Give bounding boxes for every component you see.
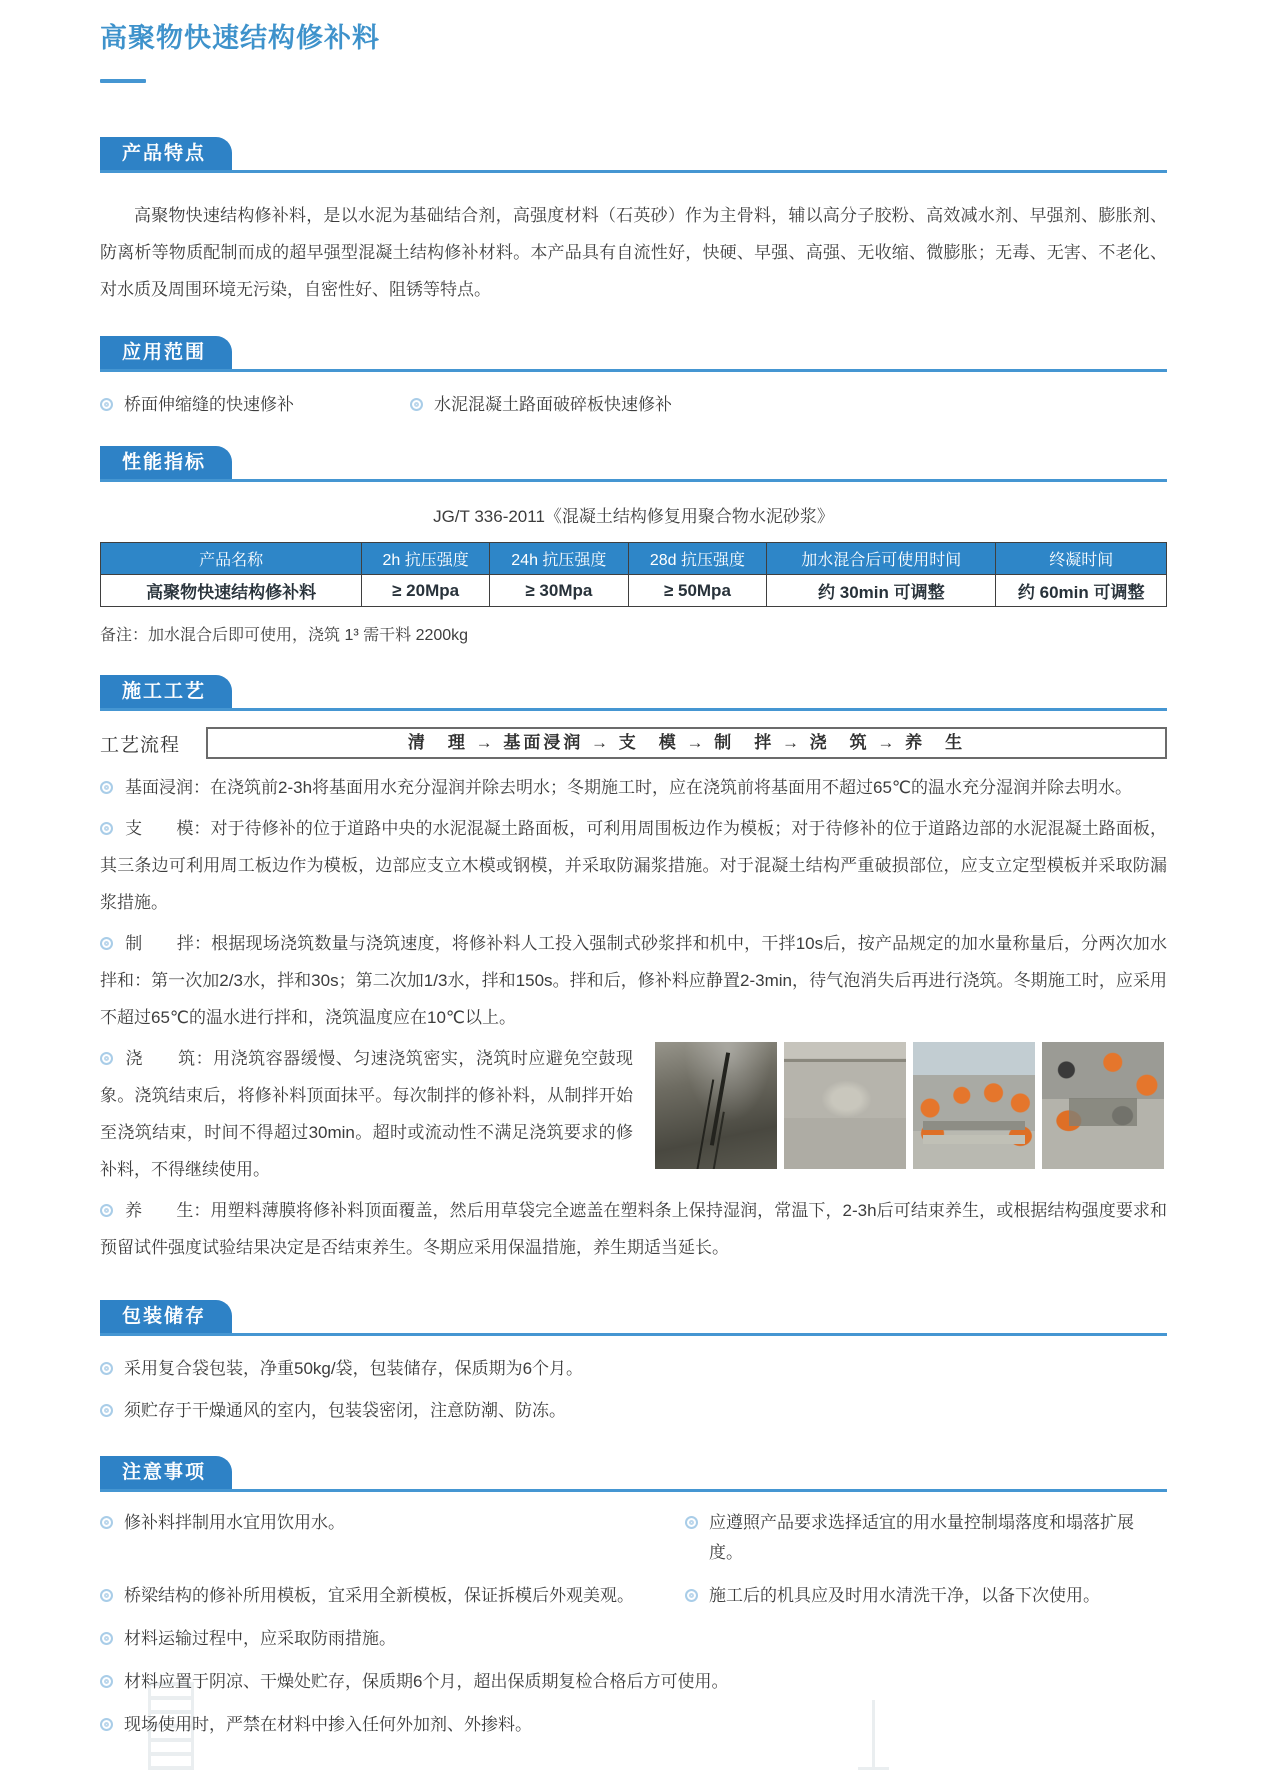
process-steps — [100, 769, 1167, 1266]
section-tab-storage: 包装储存 — [100, 1300, 232, 1333]
features-paragraph: 高聚物快速结构修补料，是以水泥为基础结合剂，高强度材料（石英砂）作为主骨料，辅以高分子胶粉、高效减水剂、早强剂、膨胀剂、防离析等物质配制而成的超早强型混凝土结构修补材料。本产品具有自流性好，快硬、早强、高强、无收缩、微膨胀；无毒、无害、不老化、对水质及周围环境无污染，自密性好、阻锈等特点。 — [100, 206, 1167, 299]
note-item — [685, 1581, 1167, 1611]
step-term: 浇 筑： — [125, 1049, 214, 1068]
table-cell: 高聚物快速结构修补料 — [101, 575, 362, 607]
ring-bullet-icon — [100, 1204, 113, 1217]
section-header-storage — [100, 1300, 1167, 1336]
ring-bullet-icon — [100, 1718, 113, 1731]
note-item-label: 应遵照产品要求选择适宜的用水量控制塌落度和塌落扩展度。 — [709, 1513, 1134, 1562]
note-item-label: 现场使用时，严禁在材料中掺入任何外加剂、外掺料。 — [124, 1715, 532, 1734]
note-item — [100, 1667, 1167, 1697]
table-cell: ≥ 50Mpa — [628, 575, 767, 607]
note-item — [100, 1710, 1167, 1740]
ring-bullet-icon — [100, 1404, 113, 1417]
ring-bullet-icon — [100, 822, 113, 835]
section-tab-notes: 注意事项 — [100, 1456, 232, 1489]
step-term: 支 模： — [125, 819, 211, 838]
note-item-label: 修补料拌制用水宜用饮用水。 — [124, 1513, 345, 1532]
note-item — [100, 1624, 1167, 1654]
ring-bullet-icon — [100, 1632, 113, 1645]
note-item — [100, 1508, 685, 1568]
ring-bullet-icon — [410, 398, 423, 411]
column-header: 24h 抗压强度 — [490, 543, 629, 575]
table-cell: 约 30min 可调整 — [767, 575, 996, 607]
concrete-surface-photo — [784, 1042, 906, 1169]
section-header-application — [100, 336, 1167, 372]
process-step — [100, 1192, 1167, 1266]
table-row — [101, 575, 1167, 607]
ring-bullet-icon — [100, 1675, 113, 1688]
note-item-label: 材料运输过程中，应采取防雨措施。 — [124, 1629, 396, 1648]
application-item — [410, 390, 1167, 420]
section-tab-process: 施工工艺 — [100, 675, 232, 708]
section-header-notes — [100, 1456, 1167, 1492]
note-item-label: 桥梁结构的修补所用模板，宜采用全新模板，保证拆模后外观美观。 — [124, 1586, 634, 1605]
ring-bullet-icon — [685, 1589, 698, 1602]
ring-bullet-icon — [100, 1589, 113, 1602]
process-step — [100, 925, 1167, 1036]
table-note: 备注：加水混合后即可使用，浇筑 1³ 需干料 2200kg — [100, 627, 469, 644]
datasheet-page — [0, 16, 1279, 1770]
section-tab-application: 应用范围 — [100, 336, 232, 369]
application-item — [100, 390, 410, 420]
step-term: 基面浸润： — [125, 778, 210, 797]
ring-bullet-icon — [100, 1052, 113, 1065]
table-cell: ≥ 30Mpa — [490, 575, 629, 607]
notes-row — [100, 1710, 1167, 1740]
note-item — [685, 1508, 1167, 1568]
column-header: 28d 抗压强度 — [628, 543, 767, 575]
patch-pouring-crew-photo — [1042, 1042, 1164, 1169]
section-header-process — [100, 675, 1167, 711]
section-header-performance — [100, 446, 1167, 482]
notes-row — [100, 1667, 1167, 1697]
step-text: 在浇筑前2-3h将基面用水充分湿润并除去明水；冬期施工时，应在浇筑前将基面用不超过65℃的温水充分湿润并除去明水。 — [210, 778, 1133, 797]
table-cell: ≥ 20Mpa — [362, 575, 490, 607]
section-tab-features: 产品特点 — [100, 137, 232, 170]
process-flow-row — [100, 727, 1167, 759]
ring-bullet-icon — [100, 937, 113, 950]
standard-caption: JG/T 336-2011《混凝土结构修复用聚合物水泥砂浆》 — [433, 507, 834, 526]
note-item — [100, 1581, 685, 1611]
application-list — [100, 390, 1167, 420]
application-item-label: 桥面伸缩缝的快速修补 — [124, 395, 294, 414]
page-content — [0, 16, 1279, 1770]
note-item-label: 施工后的机具应及时用水清洗干净，以备下次使用。 — [709, 1586, 1100, 1605]
page-title: 高聚物快速结构修补料 — [100, 23, 380, 53]
ring-bullet-icon — [100, 1362, 113, 1375]
section-header-features — [100, 137, 1167, 173]
performance-table — [100, 542, 1167, 607]
column-header: 2h 抗压强度 — [362, 543, 490, 575]
title-underline — [100, 79, 146, 83]
ring-bullet-icon — [100, 781, 113, 794]
application-item-label: 水泥混凝土路面破碎板快速修补 — [434, 395, 672, 414]
notes-row — [100, 1508, 1167, 1568]
table-header-row — [101, 543, 1167, 575]
column-header: 产品名称 — [101, 543, 362, 575]
ring-bullet-icon — [685, 1516, 698, 1529]
process-flow-box: 清 理 → 基面浸润 → 支 模 → 制 拌 → 浇 筑 → 养 生 — [206, 727, 1167, 759]
flow-label: 工艺流程 — [100, 734, 181, 756]
notes-row — [100, 1581, 1167, 1611]
step-text: 对于待修补的位于道路中央的水泥混凝土路面板，可利用周围板边作为模板；对于待修补的位于道路边部的水泥混凝土路面板，其三条边可利用周工板边作为模板，边部应支立木模或钢模，并采取防漏浆措施。对于混凝土结构严重破损部位，应支立定型模板并采取防漏浆措施。 — [100, 819, 1168, 912]
storage-item — [100, 1354, 1167, 1384]
storage-item-label: 须贮存于干燥通风的室内，包装袋密闭，注意防潮、防冻。 — [124, 1401, 566, 1420]
notes-list — [100, 1508, 1167, 1740]
storage-item-label: 采用复合袋包装，净重50kg/袋，包装储存，保质期为6个月。 — [124, 1359, 584, 1378]
column-header: 终凝时间 — [996, 543, 1167, 575]
process-step — [100, 769, 1167, 806]
road-repair-crew-photo — [913, 1042, 1035, 1169]
section-tab-performance: 性能指标 — [100, 446, 232, 479]
note-item-label: 材料应置于阴凉、干燥处贮存，保质期6个月，超出保质期复检合格后方可使用。 — [124, 1672, 729, 1691]
step-term: 养 生： — [125, 1201, 211, 1220]
process-step — [100, 810, 1167, 921]
notes-row — [100, 1624, 1167, 1654]
step-text: 根据现场浇筑数量与浇筑速度，将修补料人工投入强制式砂浆拌和机中，干拌10s后，按产品规定的加水量称量后，分两次加水拌和：第一次加2/3水，拌和30s；第二次加1/3水，拌和150s。拌和后，修补料应静置2-3min，待气泡消失后再进行浇筑。冬期施工时，应采用不超过65℃的温水进行拌和，浇筑温度应在10℃以上。 — [100, 934, 1167, 1027]
process-photo-strip — [655, 1042, 1167, 1169]
table-cell: 约 60min 可调整 — [996, 575, 1167, 607]
pavement-crack-photo — [655, 1042, 777, 1169]
step-text: 用浇筑容器缓慢、匀速浇筑密实，浇筑时应避免空鼓现象。浇筑结束后，将修补料顶面抹平。每次制拌的修补料，从制拌开始至浇筑结束，时间不得超过30min。超时或流动性不满足浇筑要求的修补料，不得继续使用。 — [100, 1049, 634, 1179]
column-header: 加水混合后可使用时间 — [767, 543, 996, 575]
step-text: 用塑料薄膜将修补料顶面覆盖，然后用草袋完全遮盖在塑料条上保持湿润，常温下，2-3h后可结束养生，或根据结构强度要求和预留试件强度试验结果决定是否结束养生。冬期应采用保温措施，养生期适当延长。 — [100, 1201, 1167, 1257]
storage-list — [100, 1354, 1167, 1426]
step-term: 制 拌： — [125, 934, 212, 953]
ring-bullet-icon — [100, 1516, 113, 1529]
ring-bullet-icon — [100, 398, 113, 411]
